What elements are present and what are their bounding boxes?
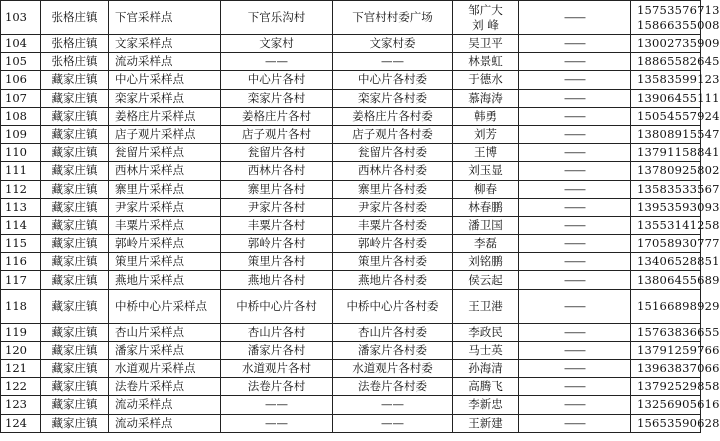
cell-contact: 潘卫国 bbox=[453, 216, 519, 234]
cell-town: 藏家庄镇 bbox=[41, 235, 109, 253]
cell-blank: —— bbox=[519, 271, 631, 289]
cell-blank: —— bbox=[519, 341, 631, 359]
cell-location: 中桥中心片各村委 bbox=[333, 289, 453, 323]
cell-site: 中心片采样点 bbox=[109, 71, 221, 89]
cell-phone: 13906455111 bbox=[631, 89, 701, 107]
cell-phone: 13553141258 bbox=[631, 216, 701, 234]
table-row bbox=[1, 235, 701, 253]
cell-site: 寨里片采样点 bbox=[109, 180, 221, 198]
cell-blank: —— bbox=[519, 323, 631, 341]
cell-location: 潘家片各村委 bbox=[333, 341, 453, 359]
cell-phone: 15166898929 bbox=[631, 289, 701, 323]
cell-location: 寨里片各村委 bbox=[333, 180, 453, 198]
cell-phone: 13780925802 bbox=[631, 162, 701, 180]
cell-location: 策里片各村委 bbox=[333, 253, 453, 271]
cell-village: 栾家片各村 bbox=[221, 89, 333, 107]
cell-no: 116 bbox=[1, 253, 41, 271]
table-row bbox=[1, 253, 701, 271]
cell-contact: 刘玉显 bbox=[453, 162, 519, 180]
cell-contact: 侯云起 bbox=[453, 271, 519, 289]
cell-no: 104 bbox=[1, 35, 41, 53]
cell-location: 姜格庄片各村委 bbox=[333, 107, 453, 125]
cell-site: 燕地片采样点 bbox=[109, 271, 221, 289]
cell-town: 藏家庄镇 bbox=[41, 180, 109, 198]
cell-town: 藏家庄镇 bbox=[41, 125, 109, 143]
table-row bbox=[1, 71, 701, 89]
table-row bbox=[1, 289, 701, 323]
cell-location: 郭岭片各村委 bbox=[333, 235, 453, 253]
cell-village: 西林片各村 bbox=[221, 162, 333, 180]
cell-site: 店子观片采样点 bbox=[109, 125, 221, 143]
table-row bbox=[1, 53, 701, 71]
cell-blank: —— bbox=[519, 89, 631, 107]
cell-town: 藏家庄镇 bbox=[41, 198, 109, 216]
cell-no: 103 bbox=[1, 1, 41, 35]
cell-location: —— bbox=[333, 414, 453, 432]
cell-site: 水道观片采样点 bbox=[109, 360, 221, 378]
cell-site: 西林片采样点 bbox=[109, 162, 221, 180]
cell-blank: —— bbox=[519, 235, 631, 253]
cell-no: 122 bbox=[1, 378, 41, 396]
cell-village: 尹家片各村 bbox=[221, 198, 333, 216]
cell-phone: 13256905616 bbox=[631, 396, 701, 414]
cell-town: 藏家庄镇 bbox=[41, 144, 109, 162]
cell-site: 文家采样点 bbox=[109, 35, 221, 53]
cell-blank: —— bbox=[519, 125, 631, 143]
cell-town: 藏家庄镇 bbox=[41, 289, 109, 323]
cell-no: 114 bbox=[1, 216, 41, 234]
cell-location: 瓮留片各村委 bbox=[333, 144, 453, 162]
cell-no: 120 bbox=[1, 341, 41, 359]
cell-location: 燕地片各村委 bbox=[333, 271, 453, 289]
cell-contact: 孙海清 bbox=[453, 360, 519, 378]
cell-phone: 13791158841 bbox=[631, 144, 701, 162]
cell-contact: 马士英 bbox=[453, 341, 519, 359]
cell-no: 119 bbox=[1, 323, 41, 341]
cell-location: 丰粟片各村委 bbox=[333, 216, 453, 234]
cell-location: —— bbox=[333, 396, 453, 414]
cell-town: 藏家庄镇 bbox=[41, 162, 109, 180]
cell-village: 姜格庄片各村 bbox=[221, 107, 333, 125]
cell-phone: 13792529858 bbox=[631, 378, 701, 396]
cell-site: 姜格庄片采样点 bbox=[109, 107, 221, 125]
table-row bbox=[1, 125, 701, 143]
cell-village: 策里片各村 bbox=[221, 253, 333, 271]
cell-blank: —— bbox=[519, 198, 631, 216]
cell-contact: 高腾飞 bbox=[453, 378, 519, 396]
table-row bbox=[1, 144, 701, 162]
cell-contact: 李磊 bbox=[453, 235, 519, 253]
cell-blank: —— bbox=[519, 53, 631, 71]
cell-town: 藏家庄镇 bbox=[41, 253, 109, 271]
cell-phone: 13406528851 bbox=[631, 253, 701, 271]
cell-contact: 吴卫平 bbox=[453, 35, 519, 53]
cell-site: 瓮留片采样点 bbox=[109, 144, 221, 162]
cell-village: 丰粟片各村 bbox=[221, 216, 333, 234]
cell-phone: 13806455689 bbox=[631, 271, 701, 289]
table-row bbox=[1, 271, 701, 289]
cell-no: 112 bbox=[1, 180, 41, 198]
cell-village: 杏山片各村 bbox=[221, 323, 333, 341]
cell-town: 藏家庄镇 bbox=[41, 89, 109, 107]
table-body bbox=[1, 1, 720, 433]
cell-location: 文家村委 bbox=[333, 35, 453, 53]
cell-village: 潘家片各村 bbox=[221, 341, 333, 359]
cell-contact: 于德水 bbox=[453, 71, 519, 89]
cell-town: 藏家庄镇 bbox=[41, 271, 109, 289]
cell-contact: 王卫港 bbox=[453, 289, 519, 323]
table-row bbox=[1, 1, 701, 35]
cell-village: 下官乐沟村 bbox=[221, 1, 333, 35]
cell-contact: 邹广大 刘 峰 bbox=[453, 1, 519, 35]
cell-town: 藏家庄镇 bbox=[41, 323, 109, 341]
table-row bbox=[1, 378, 701, 396]
cell-phone: 18865582645 bbox=[631, 53, 701, 71]
cell-site: 潘家片采样点 bbox=[109, 341, 221, 359]
cell-location: 中心片各村委 bbox=[333, 71, 453, 89]
cell-town: 藏家庄镇 bbox=[41, 71, 109, 89]
cell-site: 下官采样点 bbox=[109, 1, 221, 35]
cell-town: 藏家庄镇 bbox=[41, 378, 109, 396]
cell-blank: —— bbox=[519, 180, 631, 198]
table-row bbox=[1, 360, 701, 378]
cell-phone: 13002735909 bbox=[631, 35, 701, 53]
table-row bbox=[1, 107, 701, 125]
cell-phone: 13953593093 bbox=[631, 198, 701, 216]
cell-no: 123 bbox=[1, 396, 41, 414]
cell-site: 杏山片采样点 bbox=[109, 323, 221, 341]
cell-no: 113 bbox=[1, 198, 41, 216]
cell-contact: 李新忠 bbox=[453, 396, 519, 414]
cell-location: 下官村村委广场 bbox=[333, 1, 453, 35]
cell-village: —— bbox=[221, 414, 333, 432]
cell-no: 111 bbox=[1, 162, 41, 180]
cell-phone: 17058930777 bbox=[631, 235, 701, 253]
cell-village: 郭岭片各村 bbox=[221, 235, 333, 253]
cell-village: 中桥中心片各村 bbox=[221, 289, 333, 323]
cell-phone: 15653590628 bbox=[631, 414, 701, 432]
table-row bbox=[1, 414, 701, 432]
cell-location: 西林片各村委 bbox=[333, 162, 453, 180]
cell-phone: 13808915547 bbox=[631, 125, 701, 143]
table-row bbox=[1, 396, 701, 414]
cell-site: 栾家片采样点 bbox=[109, 89, 221, 107]
cell-village: —— bbox=[221, 396, 333, 414]
cell-no: 124 bbox=[1, 414, 41, 432]
cell-no: 109 bbox=[1, 125, 41, 143]
cell-site: 法卷片采样点 bbox=[109, 378, 221, 396]
cell-phone: 15763836655 bbox=[631, 323, 701, 341]
cell-blank: —— bbox=[519, 396, 631, 414]
cell-blank: —— bbox=[519, 35, 631, 53]
cell-phone: 15753576713 15866355008 bbox=[631, 1, 701, 35]
cell-blank: —— bbox=[519, 107, 631, 125]
cell-contact: 柳春 bbox=[453, 180, 519, 198]
cell-village: 文家村 bbox=[221, 35, 333, 53]
table-row bbox=[1, 180, 701, 198]
cell-town: 藏家庄镇 bbox=[41, 396, 109, 414]
cell-site: 流动采样点 bbox=[109, 396, 221, 414]
cell-contact: 李政民 bbox=[453, 323, 519, 341]
cell-location: —— bbox=[333, 53, 453, 71]
cell-no: 107 bbox=[1, 89, 41, 107]
cell-village: 瓮留片各村 bbox=[221, 144, 333, 162]
cell-town: 藏家庄镇 bbox=[41, 107, 109, 125]
cell-blank: —— bbox=[519, 216, 631, 234]
cell-town: 张格庄镇 bbox=[41, 1, 109, 35]
cell-village: 中心片各村 bbox=[221, 71, 333, 89]
cell-contact: 刘芳 bbox=[453, 125, 519, 143]
cell-phone: 13963837066 bbox=[631, 360, 701, 378]
cell-no: 105 bbox=[1, 53, 41, 71]
cell-village: 燕地片各村 bbox=[221, 271, 333, 289]
cell-location: 栾家片各村委 bbox=[333, 89, 453, 107]
cell-contact: 王博 bbox=[453, 144, 519, 162]
cell-village: 店子观片各村 bbox=[221, 125, 333, 143]
cell-site: 流动采样点 bbox=[109, 53, 221, 71]
cell-site: 尹家片采样点 bbox=[109, 198, 221, 216]
table-row bbox=[1, 162, 701, 180]
cell-blank: —— bbox=[519, 414, 631, 432]
cell-location: 法卷片各村委 bbox=[333, 378, 453, 396]
cell-phone: 13583533567 bbox=[631, 180, 701, 198]
cell-phone: 15054557924 bbox=[631, 107, 701, 125]
cell-village: 寨里片各村 bbox=[221, 180, 333, 198]
cell-town: 张格庄镇 bbox=[41, 35, 109, 53]
table-row bbox=[1, 341, 701, 359]
cell-phone: 13791259766 bbox=[631, 341, 701, 359]
cell-blank: —— bbox=[519, 144, 631, 162]
cell-village: 法卷片各村 bbox=[221, 378, 333, 396]
cell-contact: 林景虹 bbox=[453, 53, 519, 71]
cell-site: 流动采样点 bbox=[109, 414, 221, 432]
cell-town: 藏家庄镇 bbox=[41, 341, 109, 359]
cell-blank: —— bbox=[519, 1, 631, 35]
cell-location: 杏山片各村委 bbox=[333, 323, 453, 341]
cell-contact: 慕海涛 bbox=[453, 89, 519, 107]
cell-contact: 林春鹏 bbox=[453, 198, 519, 216]
cell-town: 藏家庄镇 bbox=[41, 414, 109, 432]
cell-no: 117 bbox=[1, 271, 41, 289]
cell-no: 106 bbox=[1, 71, 41, 89]
table-row bbox=[1, 89, 701, 107]
cell-site: 中桥中心片采样点 bbox=[109, 289, 221, 323]
table-row bbox=[1, 216, 701, 234]
cell-no: 108 bbox=[1, 107, 41, 125]
cell-town: 张格庄镇 bbox=[41, 53, 109, 71]
cell-location: 水道观片各村委 bbox=[333, 360, 453, 378]
cell-contact: 刘铭鹏 bbox=[453, 253, 519, 271]
cell-town: 藏家庄镇 bbox=[41, 360, 109, 378]
cell-village: 水道观片各村 bbox=[221, 360, 333, 378]
cell-no: 110 bbox=[1, 144, 41, 162]
cell-phone: 13583599123 bbox=[631, 71, 701, 89]
cell-village: —— bbox=[221, 53, 333, 71]
table-row bbox=[1, 198, 701, 216]
cell-no: 118 bbox=[1, 289, 41, 323]
cell-site: 丰粟片采样点 bbox=[109, 216, 221, 234]
cell-blank: —— bbox=[519, 360, 631, 378]
cell-blank: —— bbox=[519, 162, 631, 180]
cell-blank: —— bbox=[519, 253, 631, 271]
cell-location: 店子观片各村委 bbox=[333, 125, 453, 143]
cell-blank: —— bbox=[519, 71, 631, 89]
cell-contact: 韩勇 bbox=[453, 107, 519, 125]
table-row bbox=[1, 35, 701, 53]
cell-blank: —— bbox=[519, 378, 631, 396]
cell-site: 郭岭片采样点 bbox=[109, 235, 221, 253]
cell-contact: 王新建 bbox=[453, 414, 519, 432]
cell-location: 尹家片各村委 bbox=[333, 198, 453, 216]
cell-site: 策里片采样点 bbox=[109, 253, 221, 271]
table-row bbox=[1, 323, 701, 341]
cell-no: 115 bbox=[1, 235, 41, 253]
cell-blank: —— bbox=[519, 289, 631, 323]
cell-no: 121 bbox=[1, 360, 41, 378]
cell-town: 藏家庄镇 bbox=[41, 216, 109, 234]
